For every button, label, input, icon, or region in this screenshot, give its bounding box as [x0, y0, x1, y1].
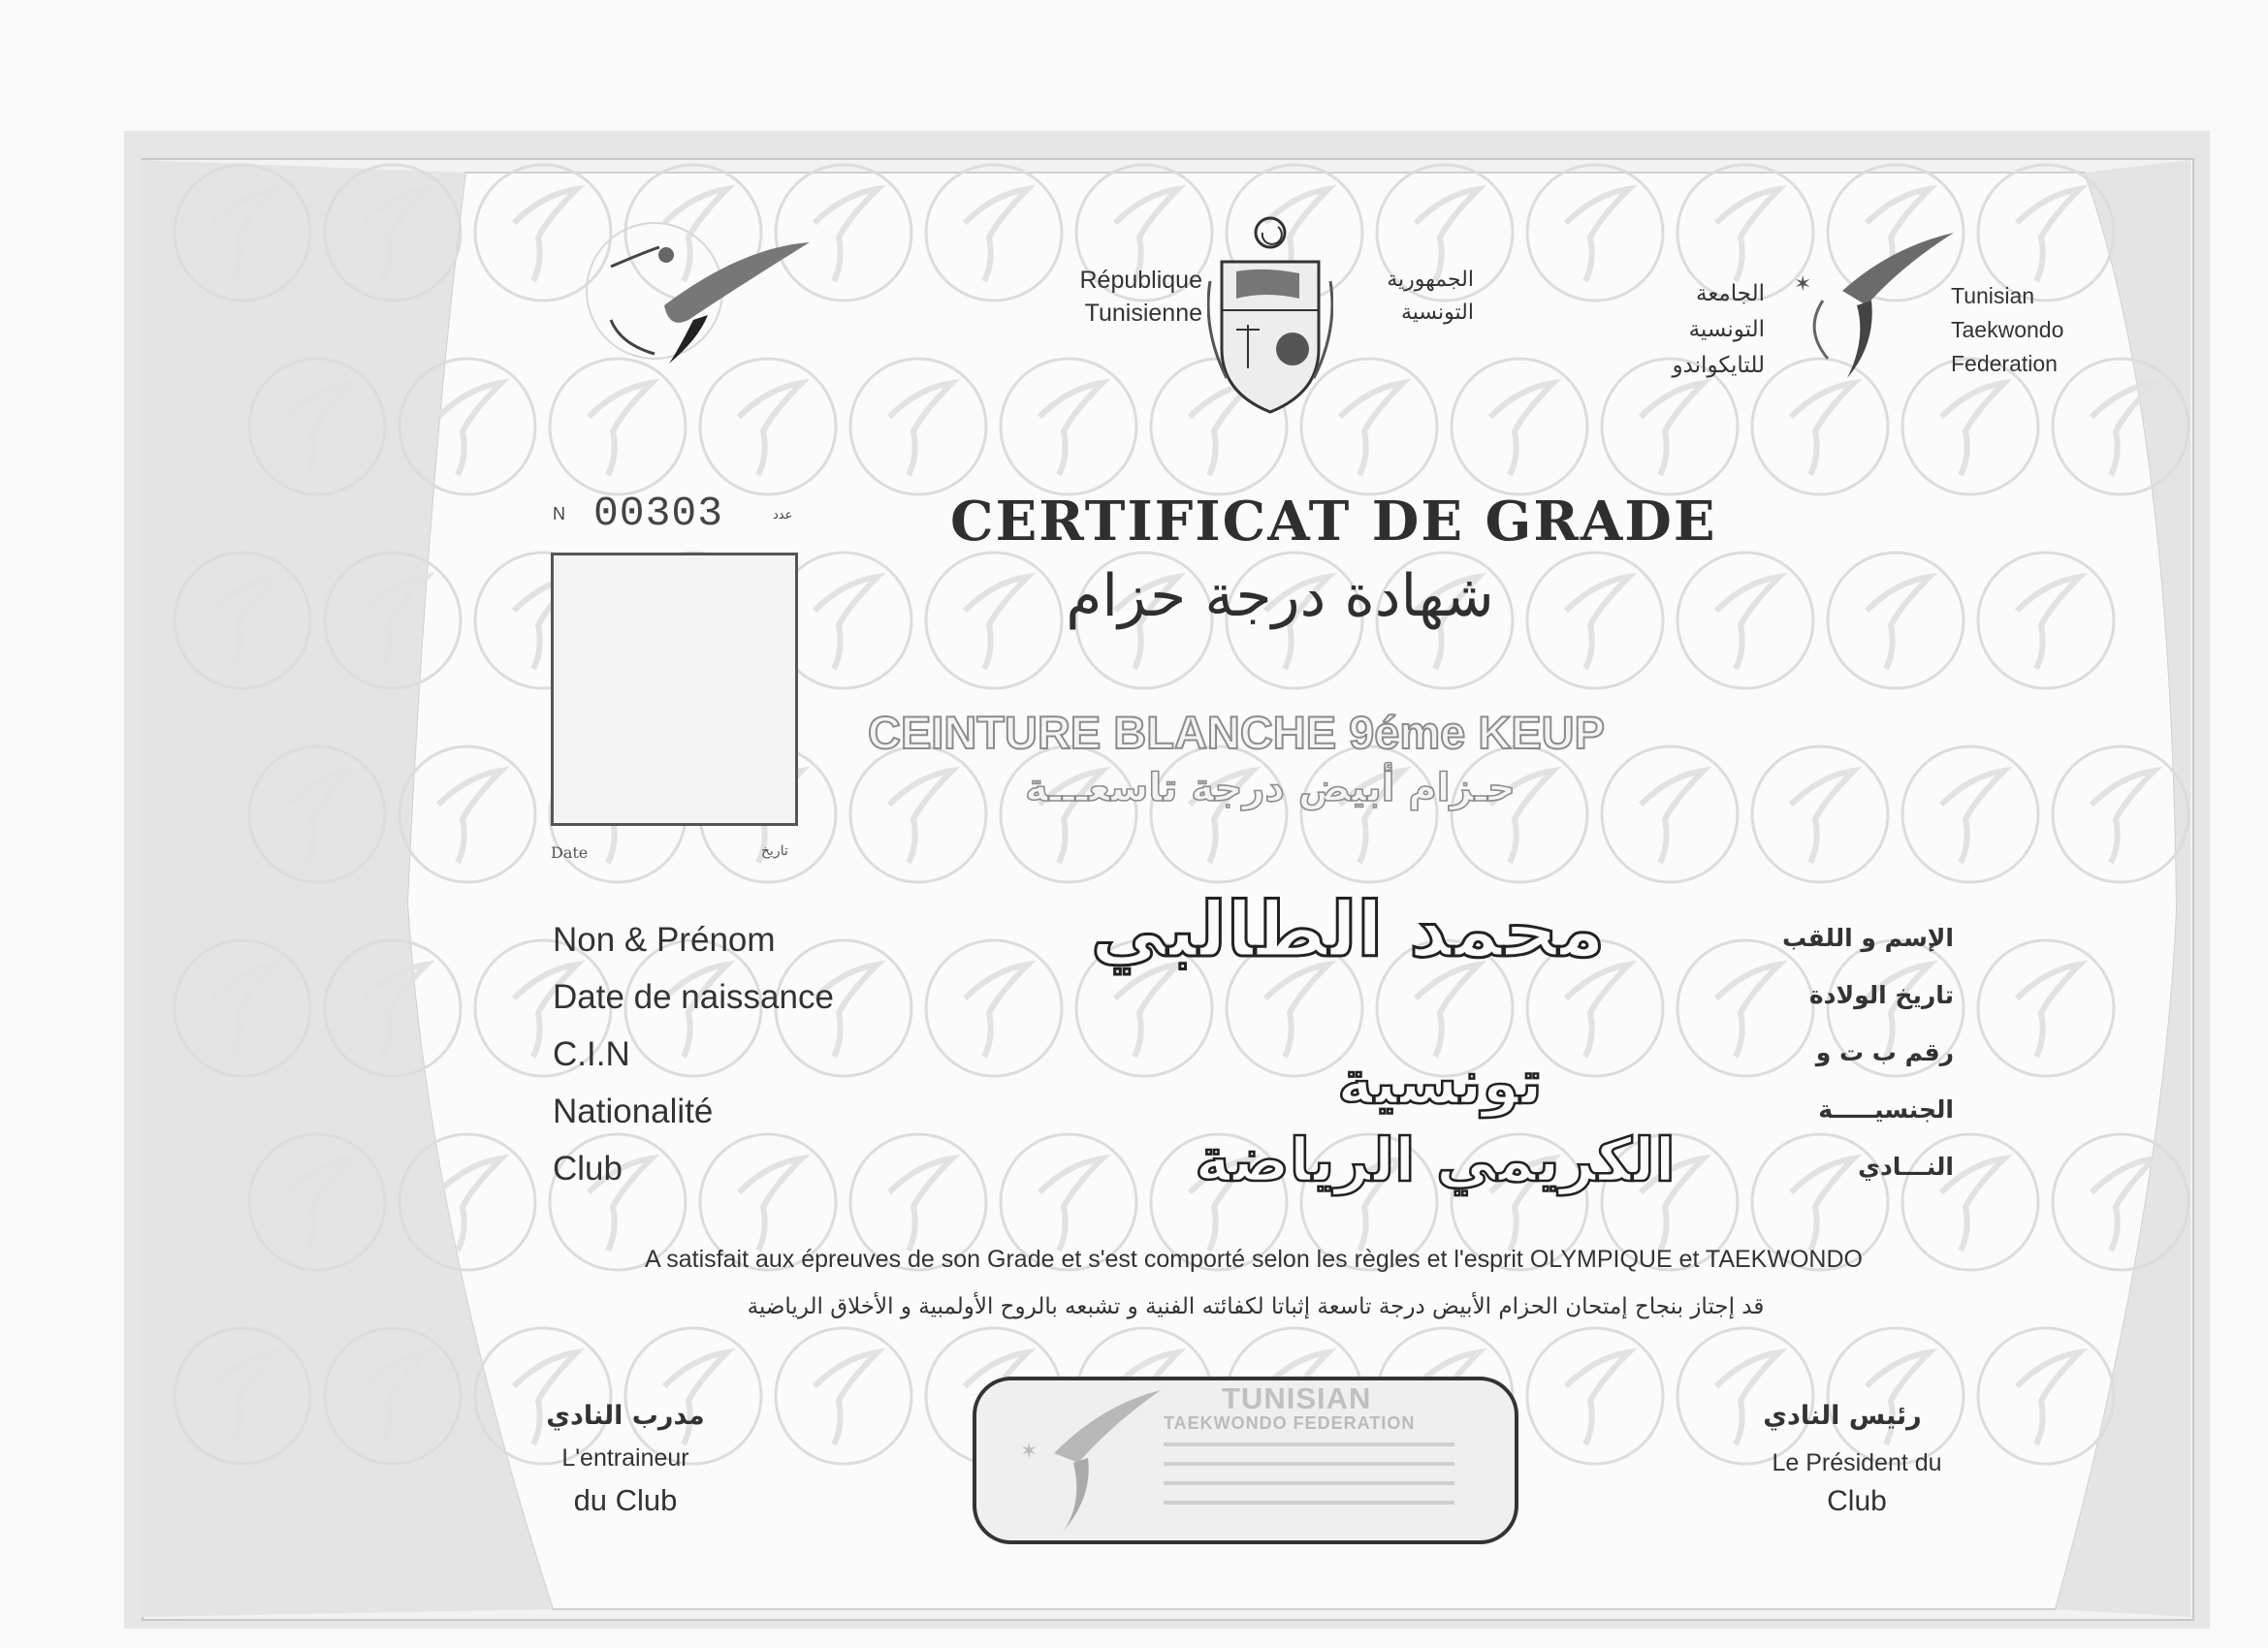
label-nationality-ar: الجنسيـــــة	[1818, 1095, 1954, 1124]
republic-line-1: République	[1079, 267, 1202, 294]
svg-text:✶: ✶	[1020, 1440, 1038, 1464]
label-cin-fr: C.I.N	[553, 1035, 630, 1073]
certificate-title-ar: شهادة درجة حزام	[1066, 562, 1494, 630]
president-signature-label-fr-line2: Club	[1827, 1485, 1887, 1517]
federation-en-line-1: Tunisian	[1951, 283, 2035, 308]
federation-name-en	[1951, 279, 2106, 381]
stamp-title: TUNISIAN	[1222, 1381, 1372, 1415]
svg-text:✶: ✶	[1794, 272, 1812, 297]
republic-ar-line-1: الجمهورية	[1387, 268, 1474, 292]
grade-title-ar: حـزام أبيض درجة تاسعـــة	[1025, 766, 1516, 810]
stamp-line-3	[1164, 1481, 1454, 1485]
stamp-subtitle: TAEKWONDO FEDERATION	[1164, 1413, 1416, 1433]
label-birthdate-ar: تاريخ الولادة	[1808, 981, 1954, 1009]
trainer-signature-label-fr-line1: L'entraineur	[561, 1444, 689, 1472]
federation-ar-line-1: الجامعة	[1696, 281, 1765, 306]
federation-name-ar	[1576, 276, 1765, 384]
republic-line-2: Tunisienne	[1084, 300, 1202, 327]
label-nationality-fr: Nationalité	[553, 1093, 714, 1130]
photo-box	[551, 553, 798, 826]
nationality-value: تونسية	[1337, 1047, 1543, 1118]
republic-ar-line-2: التونسية	[1400, 301, 1474, 325]
photo-date-label-ar: تاريخ	[761, 843, 788, 859]
statement-fr: A satisfait aux épreuves de son Grade et s'est comporté selon les règles et l'esprit OLYMPIQUE et TAEKWONDO	[645, 1246, 1863, 1273]
stamp-line-4	[1164, 1501, 1454, 1505]
federation-en-line-3: Federation	[1951, 351, 2058, 376]
tunisian-taekwondo-federation-logo	[1784, 233, 1959, 388]
holder-name-value: محمد الطالبي	[1090, 887, 1606, 974]
label-cin-ar: رقم ب ت و	[1815, 1038, 1954, 1066]
tunisia-coat-of-arms	[1207, 213, 1333, 417]
stamp-line-1	[1164, 1442, 1454, 1446]
certificate-number: 00303	[593, 490, 724, 537]
label-club-fr: Club	[553, 1150, 623, 1188]
federation-en-line-2: Taekwondo	[1951, 317, 2064, 342]
stamp-logo	[1015, 1385, 1161, 1531]
trainer-signature-label-ar: مدرب النادي	[546, 1401, 705, 1431]
president-signature-label-ar: رئيس النادي	[1763, 1401, 1922, 1431]
label-name-ar: الإسم و اللقب	[1782, 924, 1954, 952]
stamp-line-2	[1164, 1462, 1454, 1466]
republique-tunisienne-ar	[1333, 264, 1474, 330]
label-birthdate-fr: Date de naissance	[553, 978, 834, 1016]
statement-ar: قد إجتاز بنجاح إمتحان الحزام الأبيض درجة تاسعة إثباتا لكفائته الفنية و تشبعه بالروح الأولمبية و الأخلاق الرياضية	[747, 1294, 1765, 1319]
trainer-signature-label-fr-line2: du Club	[573, 1483, 678, 1517]
label-club-ar: النـــادي	[1858, 1153, 1954, 1181]
photo-date-label-fr: Date	[551, 843, 589, 862]
world-taekwondo-logo	[577, 208, 829, 373]
club-value: الكريمي الرياضة	[1195, 1125, 1676, 1195]
certificate-title-fr: CERTIFICAT DE GRADE	[950, 490, 1717, 554]
president-signature-label-fr-line1: Le Président du	[1772, 1449, 1942, 1476]
grade-title-fr: CEINTURE BLANCHE 9éme KEUP	[868, 707, 1605, 758]
republique-tunisienne-fr	[1023, 264, 1202, 330]
certificate-number-label-ar: عدد	[773, 508, 793, 523]
label-name-fr: Non & Prénom	[553, 921, 776, 959]
federation-ar-line-2: التونسية	[1688, 317, 1765, 342]
certificate-number-prefix: N	[553, 504, 565, 523]
federation-ar-line-3: للتايكواندو	[1672, 353, 1765, 378]
